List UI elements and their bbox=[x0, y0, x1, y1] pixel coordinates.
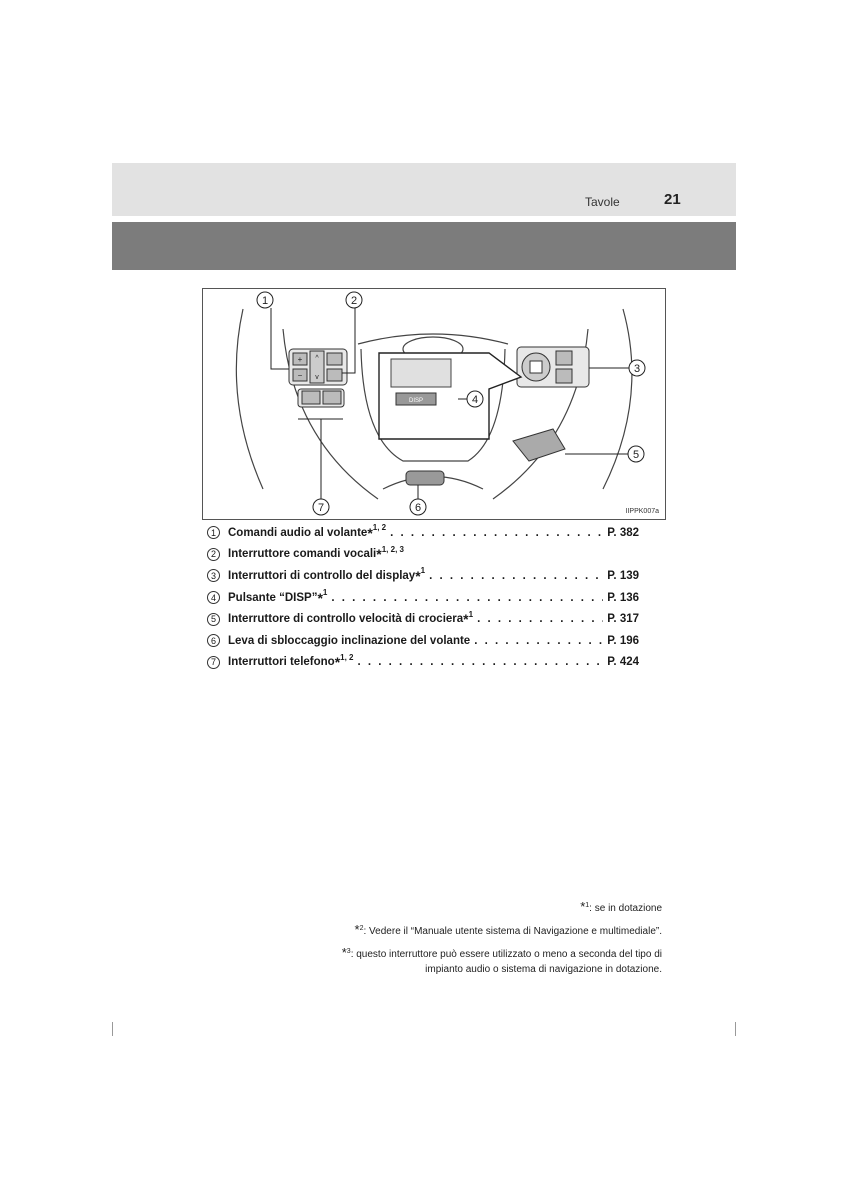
phone-switch-panel bbox=[298, 389, 344, 407]
asterisk-icon: * bbox=[376, 546, 382, 563]
wheel-rim-left bbox=[236, 309, 263, 489]
steering-wheel-illustration bbox=[202, 288, 666, 520]
asterisk-icon: * bbox=[415, 567, 421, 584]
svg-text:v: v bbox=[315, 374, 319, 381]
list-item bbox=[207, 587, 639, 609]
dot-leader bbox=[477, 613, 603, 625]
item-footnote-refs: 1, 2 bbox=[372, 523, 387, 533]
dot-leader bbox=[358, 656, 604, 668]
item-number: 7 bbox=[207, 656, 220, 669]
asterisk-icon: * bbox=[341, 945, 347, 960]
item-footnote-refs: 1 bbox=[420, 566, 426, 576]
item-label: Leva di sbloccaggio inclinazione del volante bbox=[228, 634, 471, 647]
page-header-band bbox=[112, 163, 736, 216]
footnotes bbox=[302, 900, 662, 983]
callout-6-label: 6 bbox=[414, 502, 422, 514]
footnote-text-continued: impianto audio o sistema di navigazione in dotazione. bbox=[425, 964, 662, 975]
component-list bbox=[207, 522, 639, 673]
item-label: Interruttori di controllo del display bbox=[228, 569, 416, 582]
footnote-text: : Vedere il “Manuale utente sistema di Navigazione e multimediale”. bbox=[363, 926, 662, 937]
disp-button-label: DISP bbox=[408, 398, 424, 404]
svg-text:^: ^ bbox=[315, 355, 319, 362]
item-label: Pulsante “DISP” bbox=[228, 591, 318, 604]
item-number: 1 bbox=[207, 526, 220, 539]
item-page-ref[interactable]: P. 424 bbox=[607, 656, 639, 669]
svg-text:−: − bbox=[297, 371, 303, 380]
tilt-release-lever bbox=[406, 471, 444, 485]
callout-7-label: 7 bbox=[317, 502, 325, 514]
item-page-ref[interactable]: P. 196 bbox=[607, 634, 639, 647]
item-label: Interruttore di controllo velocità di crociera bbox=[228, 613, 464, 626]
list-item bbox=[207, 630, 639, 652]
item-footnote-refs: 1 bbox=[468, 609, 474, 619]
callout-1-label: 1 bbox=[261, 295, 269, 307]
list-item bbox=[207, 522, 639, 544]
audio-switch-panel bbox=[289, 349, 347, 385]
asterisk-icon: * bbox=[367, 524, 373, 541]
item-number: 2 bbox=[207, 548, 220, 561]
hub-top bbox=[358, 334, 508, 344]
cruise-control-lever bbox=[513, 429, 565, 461]
list-item bbox=[207, 608, 639, 630]
item-number: 3 bbox=[207, 569, 220, 582]
asterisk-icon: * bbox=[354, 922, 360, 937]
disp-button-callout-box bbox=[379, 353, 521, 439]
item-page-ref[interactable]: P. 136 bbox=[607, 591, 639, 604]
asterisk-icon: * bbox=[580, 899, 586, 914]
dot-leader bbox=[331, 592, 603, 604]
footnote bbox=[302, 900, 662, 917]
item-page-ref[interactable]: P. 382 bbox=[607, 526, 639, 539]
list-item bbox=[207, 652, 639, 674]
list-item bbox=[207, 544, 639, 566]
item-number: 6 bbox=[207, 634, 220, 647]
item-number: 5 bbox=[207, 613, 220, 626]
callout-3-label: 3 bbox=[633, 363, 641, 375]
figure-id: IIPPK007a bbox=[625, 508, 659, 515]
item-footnote-refs: 1, 2, 3 bbox=[381, 544, 404, 554]
footnote-mark: 3 bbox=[346, 948, 351, 955]
section-title: Tavole bbox=[585, 195, 620, 209]
asterisk-icon: * bbox=[334, 654, 341, 671]
callout-2-label: 2 bbox=[350, 295, 358, 307]
item-label: Interruttore comandi vocali bbox=[228, 548, 377, 561]
item-label: Interruttori telefono bbox=[228, 656, 335, 669]
footnote-text: : questo interruttore può essere utilizzato o meno a seconda del tipo di bbox=[350, 949, 662, 960]
page-number: 21 bbox=[664, 191, 681, 208]
dot-leader bbox=[429, 570, 603, 582]
footnote bbox=[302, 923, 662, 940]
footnote-mark: 1 bbox=[585, 902, 590, 909]
footnote bbox=[302, 946, 662, 977]
item-footnote-refs: 1, 2 bbox=[340, 652, 354, 662]
section-banner bbox=[112, 222, 736, 270]
footnote-mark: 2 bbox=[359, 925, 364, 932]
dot-leader bbox=[474, 635, 603, 647]
steering-wheel-drawing bbox=[203, 289, 665, 519]
item-page-ref[interactable]: P. 139 bbox=[607, 569, 639, 582]
crop-mark-bottom-left bbox=[112, 1022, 113, 1036]
item-label: Comandi audio al volante bbox=[228, 526, 368, 539]
footnote-text: : se in dotazione bbox=[589, 903, 662, 914]
wheel-rim-right bbox=[603, 309, 632, 489]
asterisk-icon: * bbox=[317, 589, 323, 606]
callout-5-label: 5 bbox=[632, 449, 640, 461]
crop-mark-bottom-right bbox=[735, 1022, 736, 1036]
list-item bbox=[207, 565, 639, 587]
dot-leader bbox=[390, 527, 603, 539]
svg-text:+: + bbox=[297, 355, 303, 364]
item-footnote-refs: 1 bbox=[322, 588, 328, 598]
callout-4-label: 4 bbox=[471, 394, 479, 406]
asterisk-icon: * bbox=[463, 611, 469, 628]
display-switch-panel bbox=[517, 347, 589, 387]
item-number: 4 bbox=[207, 591, 220, 604]
item-page-ref[interactable]: P. 317 bbox=[607, 613, 639, 626]
